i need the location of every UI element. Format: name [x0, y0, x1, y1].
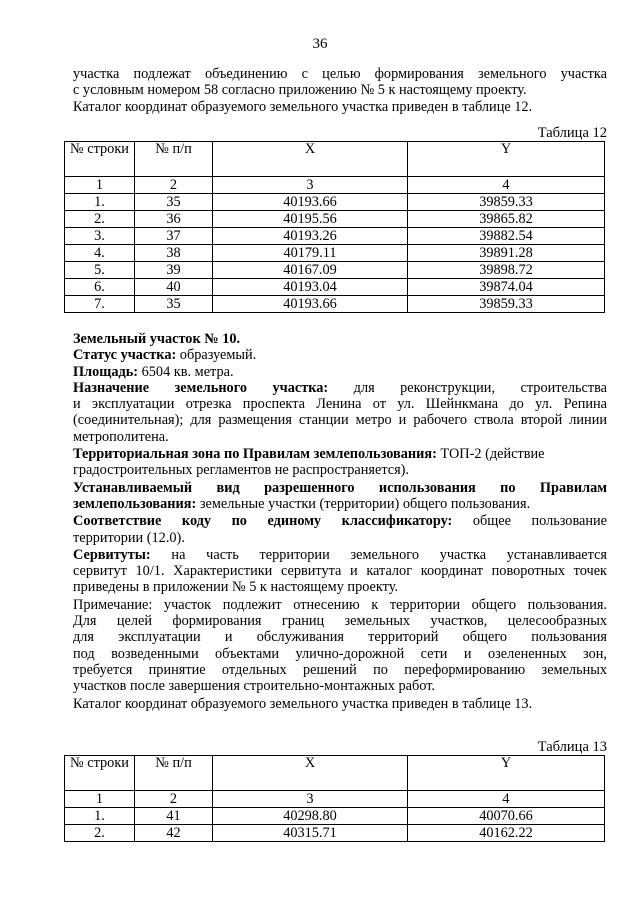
- note-line: участков после завершения строительно-монтажных работ.: [73, 678, 435, 695]
- table-row: [65, 228, 605, 245]
- status-value: образуемый.: [176, 347, 257, 364]
- code-label: Соответствие коду по единому классификатору:: [73, 513, 453, 530]
- cell: 5.: [65, 262, 135, 279]
- cell: 40162.22: [408, 825, 605, 842]
- table-13: [64, 755, 605, 842]
- cell: 40: [135, 279, 213, 296]
- cell: 37: [135, 228, 213, 245]
- table-row: [65, 296, 605, 313]
- table-13-caption: Таблица 13: [537, 739, 607, 755]
- area-line: [73, 364, 607, 380]
- plot-title-text: Земельный участок № 10.: [73, 331, 241, 347]
- cell: 2: [135, 177, 213, 194]
- table-row: [65, 279, 605, 296]
- cell: 40315.71: [213, 825, 408, 842]
- catalog-line: Каталог координат образуемого земельного участка приведен в таблице 13.: [73, 695, 533, 712]
- cell: 7.: [65, 296, 135, 313]
- cell: 1.: [65, 194, 135, 211]
- column-number-row: [65, 791, 605, 808]
- purpose-line: и эксплуатации отрезка проспекта Ленина от ул. Шейнкмана до ул. Репина: [73, 396, 607, 413]
- cell: 40193.26: [213, 228, 408, 245]
- cell: 3: [213, 791, 408, 808]
- status-line: [73, 347, 607, 363]
- cell: 39874.04: [408, 279, 605, 296]
- purpose-line: (соединительная); для размещения станции метро и рабочего ствола второй линии: [73, 412, 607, 429]
- cell: 40195.56: [213, 211, 408, 228]
- use-line: [73, 480, 607, 496]
- code-line: территории (12.0).: [73, 529, 185, 546]
- cell: 39859.33: [408, 296, 605, 313]
- table-row: [65, 194, 605, 211]
- cell: 4.: [65, 245, 135, 262]
- code-value: общее пользование: [472, 513, 608, 530]
- intro-line: Каталог координат образуемого земельного участка приведен в таблице 12.: [73, 98, 533, 115]
- table-row: [65, 211, 605, 228]
- cell: 4: [408, 791, 605, 808]
- table-row: [65, 808, 605, 825]
- cell: 40167.09: [213, 262, 408, 279]
- servitude-line: приведены в приложении № 5 к настоящему проекту.: [73, 579, 399, 596]
- header-y: Y: [408, 142, 605, 177]
- code-line: [73, 513, 607, 529]
- header-row-number: № строки: [65, 756, 135, 791]
- area-value: 6504 кв. метра.: [138, 363, 234, 380]
- cell: 38: [135, 245, 213, 262]
- cell: 35: [135, 194, 213, 211]
- cell: 40298.80: [213, 808, 408, 825]
- use-value: земельные участки (территории) общего пользования.: [196, 495, 531, 512]
- cell: 39859.33: [408, 194, 605, 211]
- zone-value: ТОП-2 (действие: [436, 446, 545, 463]
- zone-line: градостроительных регламентов не распространяется).: [73, 462, 409, 479]
- servitude-value: на часть территории земельного участка устанавливается: [171, 546, 607, 563]
- header-row-number: № строки: [65, 142, 135, 177]
- header-x: X: [213, 756, 408, 791]
- servitude-label: Сервитуты:: [73, 546, 151, 563]
- cell: 36: [135, 211, 213, 228]
- use-line: [73, 496, 607, 512]
- page-number: 36: [312, 36, 328, 52]
- cell: 40193.04: [213, 279, 408, 296]
- intro-line: с условным номером 58 согласно приложению № 5 к настоящему проекту.: [73, 82, 527, 99]
- intro-paragraph: [73, 66, 607, 115]
- cell: 40193.66: [213, 296, 408, 313]
- zone-label: Территориальная зона по Правилам землепользования:: [73, 446, 437, 463]
- cell: 35: [135, 296, 213, 313]
- cell: 42: [135, 825, 213, 842]
- note-line: Примечание: участок подлежит отнесению к территории общего пользования.: [73, 596, 607, 613]
- cell: 39: [135, 262, 213, 279]
- plot-10-section: [73, 331, 607, 712]
- intro-line: участка подлежат объединению с целью формирования земельного участка: [73, 66, 607, 82]
- cell: 1.: [65, 808, 135, 825]
- note-line: требуется принятие отдельных решений по переформированию земельных: [73, 661, 607, 678]
- cell: 6.: [65, 279, 135, 296]
- cell: 1: [65, 177, 135, 194]
- table-row: [65, 262, 605, 279]
- note-line: под возведенными объектами улично-дорожной сети и озелененных зон,: [73, 645, 607, 662]
- cell: 39891.28: [408, 245, 605, 262]
- cell: 1: [65, 791, 135, 808]
- area-label: Площадь:: [73, 363, 139, 380]
- note-line: Для целей формирования границ земельных участков, целесообразных: [73, 613, 607, 630]
- servitude-line: сервитут 10/1. Характеристики сервитута и каталог координат поворотных точек: [73, 563, 607, 580]
- table-row: [65, 245, 605, 262]
- purpose-value: для реконструкции, строительства: [353, 379, 607, 396]
- purpose-line: метрополитена.: [73, 428, 169, 445]
- note-line: для эксплуатации и обслуживания территорий общего пользования: [73, 629, 607, 646]
- use-label: землепользования:: [73, 495, 197, 512]
- cell: 40070.66: [408, 808, 605, 825]
- cell: 2.: [65, 825, 135, 842]
- header-y: Y: [408, 756, 605, 791]
- column-number-row: [65, 177, 605, 194]
- use-label: Устанавливаемый вид разрешенного использования по Правилам: [73, 479, 607, 496]
- table-row: [65, 825, 605, 842]
- header-point-number: № п/п: [135, 756, 213, 791]
- zone-line: [73, 446, 607, 462]
- cell: 41: [135, 808, 213, 825]
- header-x: X: [213, 142, 408, 177]
- servitude-line: [73, 547, 607, 563]
- plot-title: [73, 331, 607, 347]
- purpose-line: [73, 380, 607, 396]
- cell: 40179.11: [213, 245, 408, 262]
- table-header-row: [65, 142, 605, 177]
- purpose-label: Назначение земельного участка:: [73, 379, 329, 396]
- cell: 3: [213, 177, 408, 194]
- cell: 2: [135, 791, 213, 808]
- cell: 39882.54: [408, 228, 605, 245]
- cell: 39898.72: [408, 262, 605, 279]
- cell: 4: [408, 177, 605, 194]
- cell: 3.: [65, 228, 135, 245]
- cell: 40193.66: [213, 194, 408, 211]
- status-label: Статус участка:: [73, 347, 177, 364]
- header-point-number: № п/п: [135, 142, 213, 177]
- table-header-row: [65, 756, 605, 791]
- cell: 2.: [65, 211, 135, 228]
- table-12-caption: Таблица 12: [537, 125, 607, 141]
- table-12: [64, 141, 605, 313]
- cell: 39865.82: [408, 211, 605, 228]
